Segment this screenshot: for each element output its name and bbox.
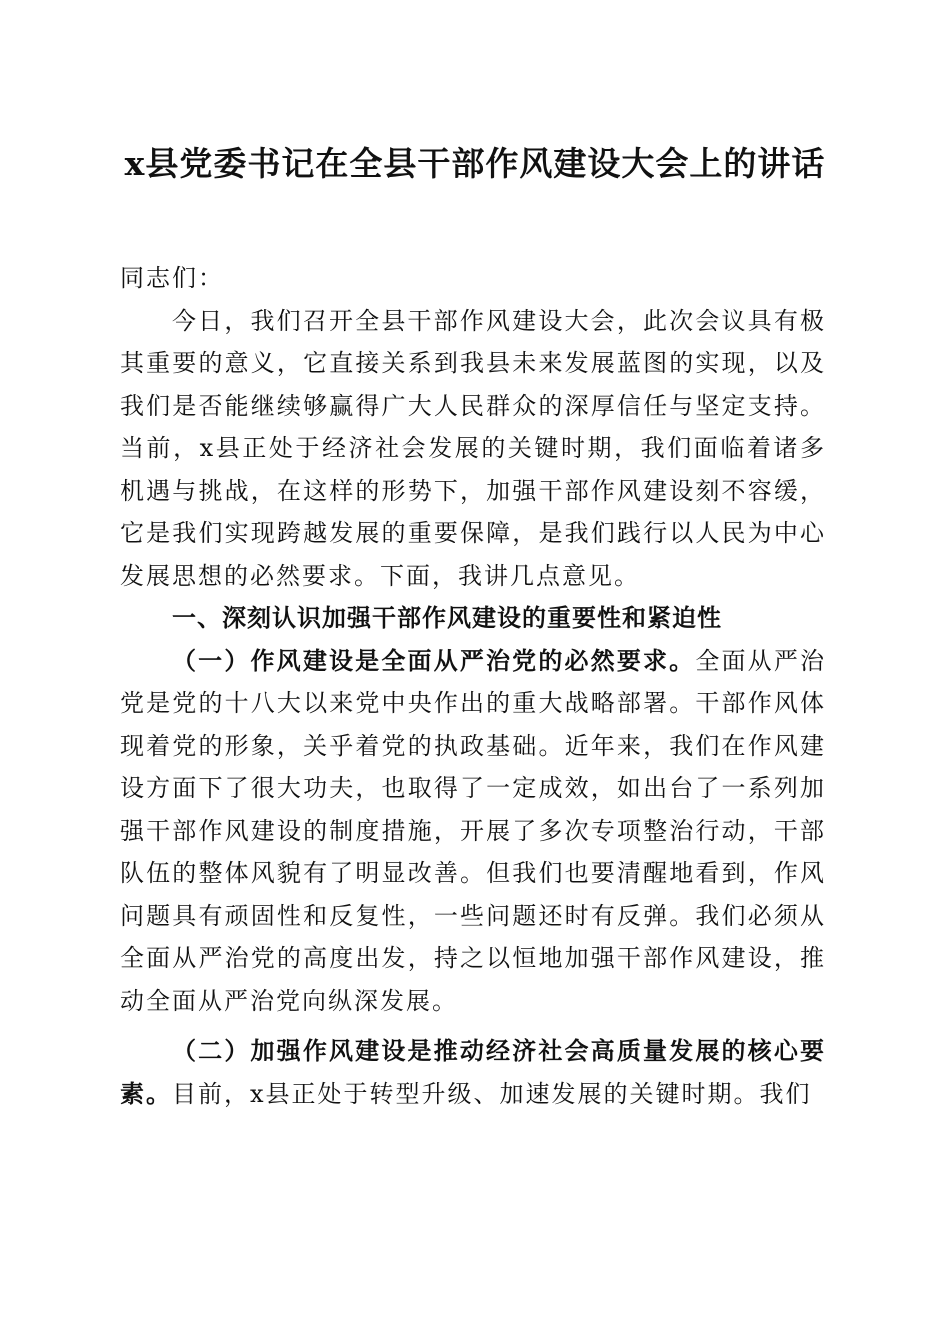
subsection-1-paragraph — [120, 640, 826, 1023]
subsection-2-paragraph — [120, 1030, 826, 1115]
paragraph-gap — [120, 1022, 826, 1030]
document-body — [120, 257, 826, 1115]
section-heading-1: 一、深刻认识加强干部作风建设的重要性和紧迫性 — [172, 604, 722, 632]
subsection-1-text: 全面从严治党是党的十八大以来党中央作出的重大战略部署。干部作风体现着党的形象，关乎着党的执政基础。近年来，我们在作风建设方面下了很大功夫，也取得了一定成效，如出台了一系列加强干部作风建设的制度措施，开展了多次专项整治行动，干部队伍的整体风貌有了明显改善。但我们也要清醒地看到，作风问题具有顽固性和反复性，一些问题还时有反弹。我们必须从全面从严治党的高度出发，持之以恒地加强干部作风建设，推动全面从严治党向纵深发展。 — [120, 646, 827, 1015]
subsection-1-lead: （一）作风建设是全面从严治党的必然要求。 — [172, 645, 696, 675]
salutation: 同志们： — [120, 264, 224, 292]
subsection-2-text: 目前，x县正处于转型升级、加速发展的关键时期。我们 — [172, 1079, 812, 1108]
subsection-2-lead: （二）加强作风建设是推动经济社会高质量发展的核心要素。 — [120, 1036, 826, 1108]
document-title: x县党委书记在全县干部作风建设大会上的讲话 — [124, 144, 826, 183]
intro-paragraph: 今日，我们召开全县干部作风建设大会，此次会议具有极其重要的意义，它直接关系到我县未来发展蓝图的实现，以及我们是否能继续够赢得广大人民群众的深厚信任与坚定支持。当前，x县正处于经济社会发展的关键时期，我们面临着诸多机遇与挑战，在这样的形势下，加强干部作风建设刻不容缓，它是我们实现跨越发展的重要保障，是我们践行以人民为中心发展思想的必然要求。下面，我讲几点意见。 — [120, 306, 826, 590]
